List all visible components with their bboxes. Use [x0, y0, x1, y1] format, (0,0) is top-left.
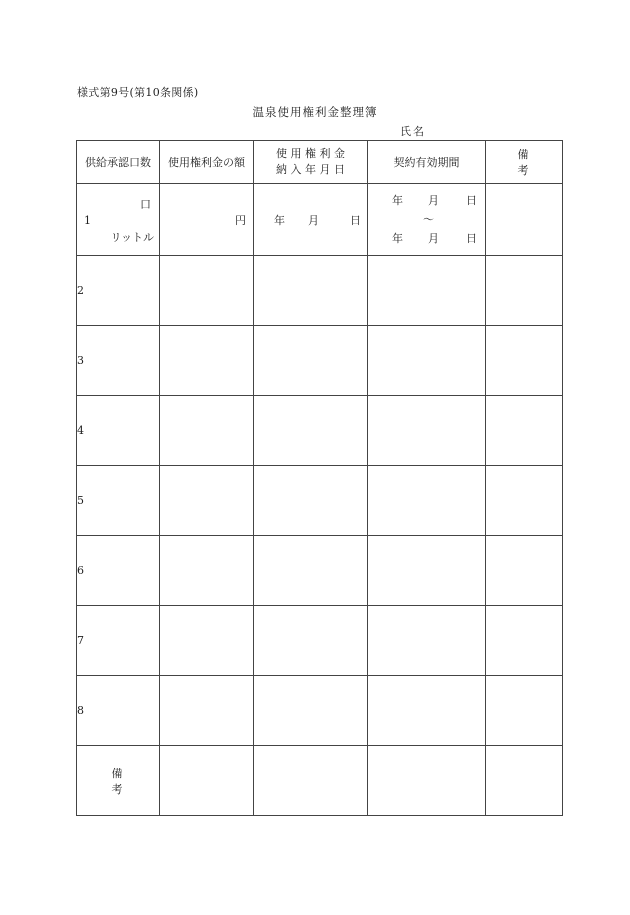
year-label: 年 — [274, 213, 285, 227]
payment-date-cell[interactable] — [254, 676, 368, 746]
footer-remarks-label: 備 考 — [77, 746, 160, 816]
payment-date-cell[interactable] — [254, 396, 368, 466]
contract-period-cell[interactable] — [368, 676, 486, 746]
remarks-cell[interactable] — [486, 676, 563, 746]
col-header-payment-date-line2: 納 入 年 月 日 — [276, 163, 345, 176]
footer-cell[interactable] — [160, 746, 254, 816]
payment-date-cell[interactable] — [254, 536, 368, 606]
page-title: 温泉使用権利金整理簿 — [252, 105, 378, 119]
col-header-remarks: 備 考 — [486, 141, 563, 184]
day-label: 日 — [350, 213, 361, 227]
contract-period-cell[interactable] — [368, 466, 486, 536]
footer-cell[interactable] — [486, 746, 563, 816]
row-number: 3 — [77, 326, 160, 396]
row-number: 5 — [77, 466, 160, 536]
contract-period-cell[interactable] — [368, 256, 486, 326]
contract-period-cell[interactable] — [368, 536, 486, 606]
month-label: 月 — [308, 213, 319, 227]
table-row — [77, 676, 563, 746]
row-number: 2 — [77, 256, 160, 326]
ledger-table — [76, 140, 576, 816]
row-number: 6 — [77, 536, 160, 606]
units-cell[interactable] — [77, 184, 160, 256]
table-row — [77, 466, 563, 536]
col-header-approved-units: 供給承認口数 — [77, 141, 160, 184]
row-number: 8 — [77, 676, 160, 746]
fee-amount-cell[interactable] — [160, 606, 254, 676]
row-number: 7 — [77, 606, 160, 676]
contract-period-cell[interactable] — [368, 606, 486, 676]
footer-cell[interactable] — [254, 746, 368, 816]
fee-amount-cell[interactable] — [160, 466, 254, 536]
remarks-cell[interactable] — [486, 256, 563, 326]
table-row — [77, 606, 563, 676]
table-row — [77, 184, 563, 256]
table-row — [77, 256, 563, 326]
table-row — [77, 326, 563, 396]
end-month-label: 月 — [428, 232, 439, 245]
start-month-label: 月 — [428, 194, 439, 207]
remarks-cell[interactable] — [486, 606, 563, 676]
start-year-label: 年 — [392, 194, 403, 207]
col-header-fee-amount: 使用権利金の額 — [160, 141, 254, 184]
fee-amount-cell[interactable] — [160, 184, 254, 256]
fee-amount-cell[interactable] — [160, 256, 254, 326]
contract-period-cell[interactable] — [368, 184, 486, 256]
payment-date-cell[interactable] — [254, 606, 368, 676]
footer-row — [77, 746, 563, 816]
fee-amount-cell[interactable] — [160, 536, 254, 606]
remarks-cell[interactable] — [486, 396, 563, 466]
col-header-payment-date — [254, 141, 368, 184]
col-header-payment-date-line1: 使 用 権 利 金 — [276, 147, 345, 160]
remarks-cell[interactable] — [486, 326, 563, 396]
form-number: 様式第9号(第10条関係) — [77, 86, 199, 99]
payment-date-cell[interactable] — [254, 326, 368, 396]
unit-liter: リットル — [110, 231, 154, 244]
fee-amount-cell[interactable] — [160, 396, 254, 466]
payment-date-cell[interactable] — [254, 256, 368, 326]
unit-yen: 円 — [235, 213, 246, 227]
unit-kuchi: 口 — [140, 198, 151, 211]
header-row — [77, 141, 563, 184]
name-label: 氏名 — [400, 125, 426, 138]
fee-amount-cell[interactable] — [160, 676, 254, 746]
col-header-contract-period: 契約有効期間 — [368, 141, 486, 184]
remarks-cell[interactable] — [486, 466, 563, 536]
table-row — [77, 536, 563, 606]
fee-amount-cell[interactable] — [160, 326, 254, 396]
remarks-cell[interactable] — [486, 184, 563, 256]
payment-date-cell[interactable] — [254, 184, 368, 256]
end-year-label: 年 — [392, 232, 403, 245]
row-number: 4 — [77, 396, 160, 466]
table-row — [77, 396, 563, 466]
payment-date-cell[interactable] — [254, 466, 368, 536]
footer-cell[interactable] — [368, 746, 486, 816]
start-day-label: 日 — [466, 194, 477, 207]
end-day-label: 日 — [466, 232, 477, 245]
contract-period-cell[interactable] — [368, 396, 486, 466]
row-number: 1 — [84, 214, 91, 227]
contract-period-cell[interactable] — [368, 326, 486, 396]
remarks-cell[interactable] — [486, 536, 563, 606]
period-tilde: 〜 — [423, 213, 434, 226]
